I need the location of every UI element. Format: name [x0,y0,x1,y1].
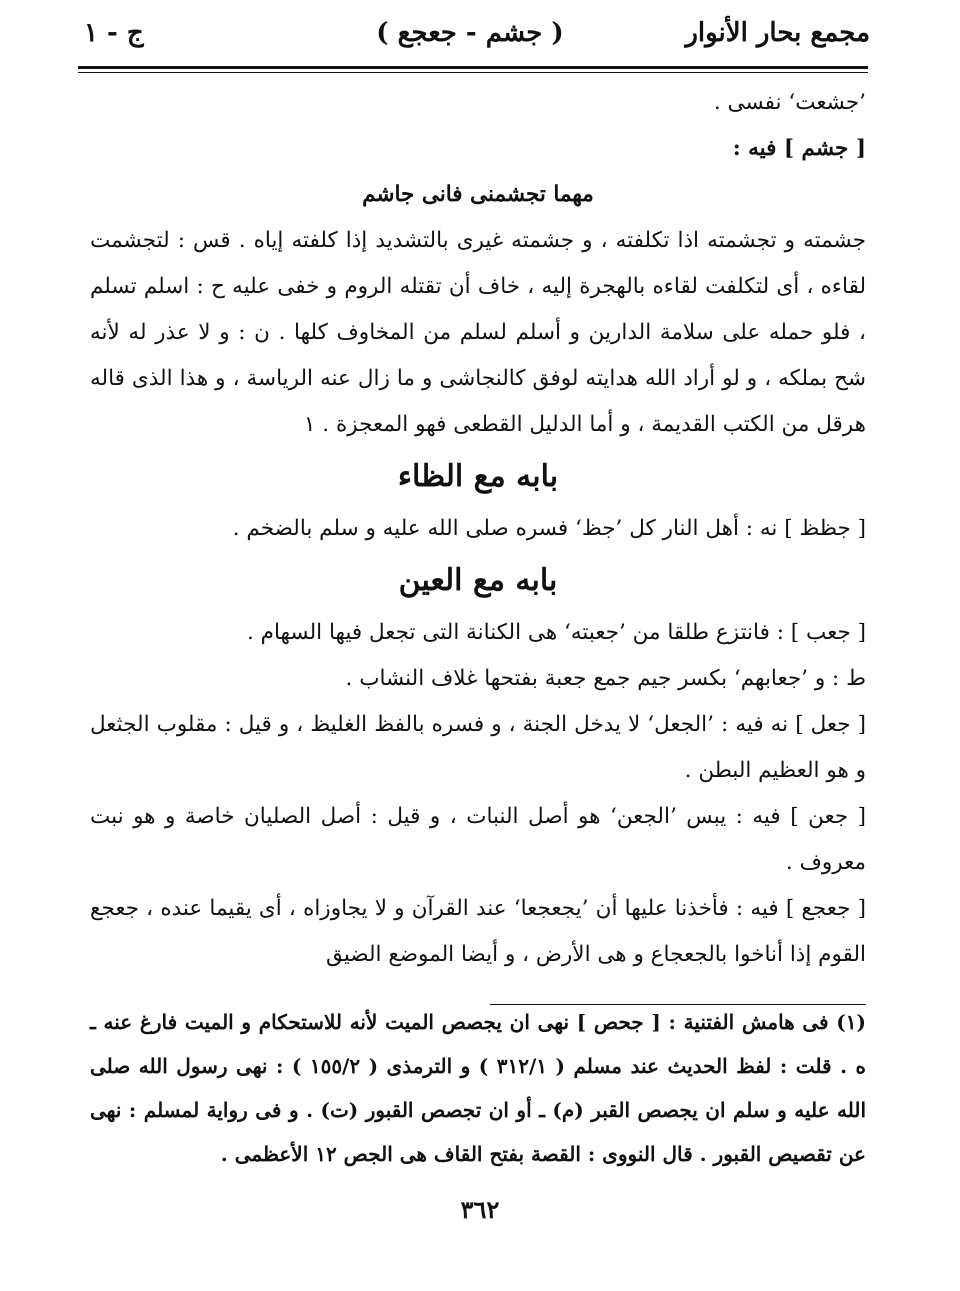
entry-jashm-paragraph: جشمته و تجشمته اذا تكلفته ، و جشمته غيرى بالتشديد إذا كلفته إياه . قس : لتجشمت لقاءه ، أى لتكلفت لقاءه بالهجرة إليه ، خاف أن تقتله الروم و خفى عليه ح : اسلم تسلم ، فلو حمله على سلامة الدارين و أسلم لسلم من المخاوف كلها . ن : و لا عذر له لأنه شح بملكه ، و لو أراد الله هدايته لوفق كالنجاشى و ما زال عنه الرياسة ، و هذا الذى قاله هرقل من الكتب القديمة ، و أما الدليل القطعى فهو المعجزة . ١ [90,228,866,437]
verse-line: مهما تجشمنى فانى جاشم [362,182,594,207]
entry-jazz: [ جظظ ] نه : أهل النار كل ’جظ‘ فسره صلى الله عليه و سلم بالضخم . [232,516,866,541]
entry-jaab-ta: ط : و ’جعابهم‘ بكسر جيم جمع جعبة بفتحها غلاف النشاب . [345,666,866,691]
footnote-text: (١) فى هامش الفتنية : [ جحص ] نهى ان يجصص الميت لأنه للاستحكام و الميت فارغ عنه ـ ه . قلت : لفظ الحديث عند مسلم ( ٣١٢/١ ) و الترمذى ( ١٥٥/٢ ) : نهى رسول الله صلى الله عليه و سلم ان يجصص القبر (م) ـ أو ان تجصص القبور (ت) . و فى رواية لمسلم : نهى عن تقصيص القبور . قال النووى : القصة بفتح القاف هى الجص ١٢ الأعظمى . [90,1010,867,1166]
chapter-heading-ayn: بابه مع العين [398,563,558,598]
footnote-block [90,1000,866,1176]
text-line: ’جشعت‘ نفسى . [713,90,866,115]
page-header [70,10,870,58]
entry-jaja: [ جعجع ] فيه : فأخذنا عليها أن ’يجعجعا‘ عند القرآن و لا يجاوزاه ، أى يقيما عنده ، جعجع القوم إذا أناخوا بالجعجاع و هى الأرض ، و أيضا الموضع الضيق [90,896,866,967]
header-rule [78,66,868,69]
header-rule-thin [78,72,868,73]
entry-jashm-head: [ جشم ] فيه : [732,136,866,161]
entry-jaab: [ جعب ] : فانتزع طلقا من ’جعبته‘ هى الكنانة التى تجعل فيها السهام . [246,620,866,645]
book-title: مجمع بحار الأنوار [685,18,870,48]
entry-range: ( جشم - جعجع ) [376,18,564,48]
page-number: ٣٦٢ [460,1195,500,1224]
entry-jaan: [ جعن ] فيه : يبس ’الجعن‘ هو أصل النبات ، و قيل : أصل الصليان خاصة و هو نبت معروف . [90,804,866,875]
chapter-heading-zaa: بابه مع الظاء [397,459,559,494]
volume-number: ج - ١ [84,18,144,48]
main-text [90,80,866,978]
entry-jual: [ جعل ] نه فيه : ’الجعل‘ لا يدخل الجنة ، و فسره بالفظ الغليظ ، و قيل : مقلوب الجثعل و هو العظيم البطن . [90,712,866,783]
